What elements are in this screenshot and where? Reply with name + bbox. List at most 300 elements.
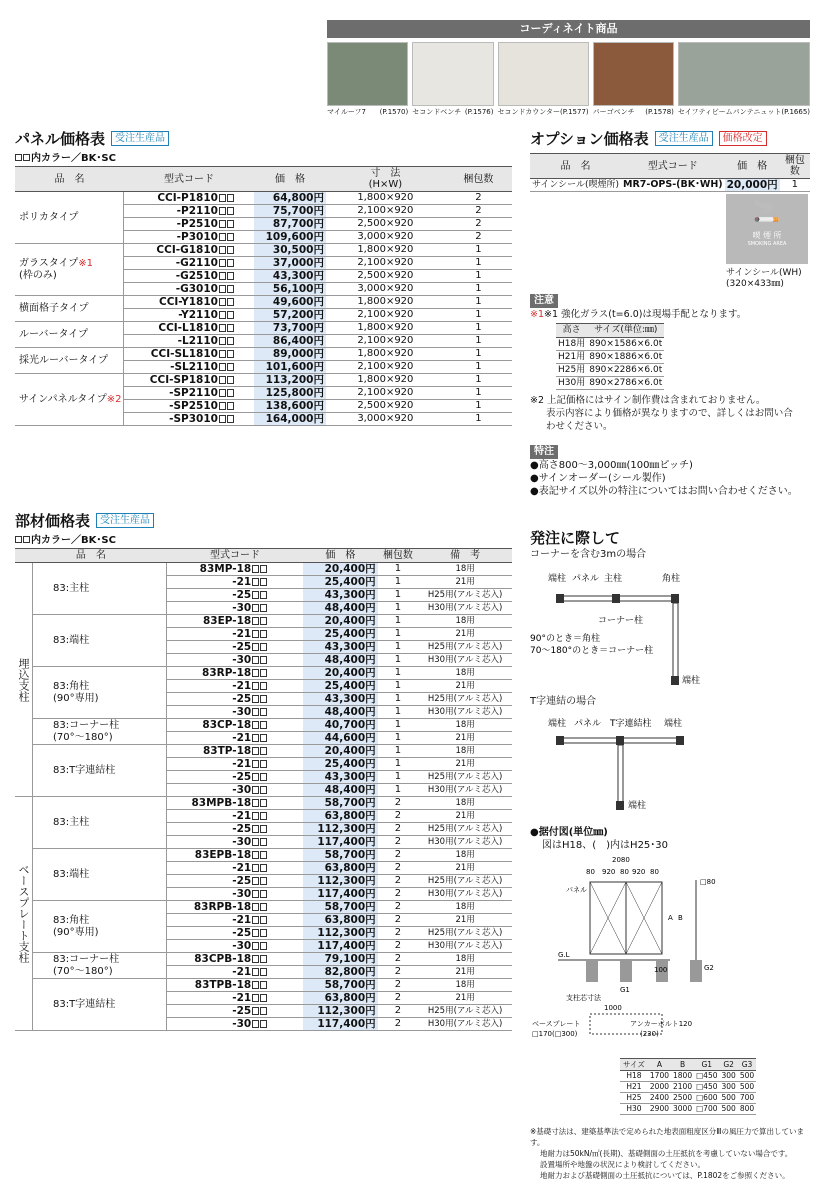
install-section	[530, 826, 810, 1180]
pack-count: 2	[378, 966, 419, 979]
model-code: -G2510	[124, 270, 254, 283]
pack-count: 2	[378, 914, 419, 927]
pack-count: 1	[445, 270, 512, 283]
parts-badge: 受注生産品	[96, 513, 154, 528]
col-name: 品 名	[530, 154, 621, 179]
remarks: H25用(アルミ芯入)	[418, 693, 512, 706]
part-code: 83CP-18	[167, 719, 303, 732]
pack-count: 2	[378, 797, 419, 810]
pack-count: 1	[378, 771, 419, 784]
price: 43,300円	[303, 641, 377, 654]
model-code: CCI-Y1810	[124, 296, 254, 309]
label-end: 端柱	[548, 574, 567, 584]
pack-count: 2	[378, 992, 419, 1005]
part-code: 83EP-18	[167, 615, 303, 628]
table-row	[15, 374, 512, 387]
remarks: H30用(アルミ芯入)	[418, 706, 512, 719]
part-code: -25	[167, 875, 303, 888]
pack-count: 1	[445, 322, 512, 335]
price: 86,400円	[254, 335, 326, 348]
part-code: 83TPB-18	[167, 979, 303, 992]
product-name: 横面格子タイプ	[15, 296, 124, 322]
part-name: 83:コーナー柱 (70°～180°)	[33, 719, 167, 745]
pack-count: 1	[445, 283, 512, 296]
dimension: 2,100×920	[326, 205, 445, 218]
pack-count: 2	[378, 1018, 419, 1031]
pack-count: 2	[378, 1005, 419, 1018]
end-post	[556, 594, 564, 603]
pack-count: 1	[378, 563, 419, 576]
remarks: H25用(アルミ芯入)	[418, 589, 512, 602]
price: 79,100円	[303, 953, 377, 966]
col-price: 価 格	[725, 154, 780, 179]
dimension: 1,800×920	[326, 244, 445, 257]
coordinate-item	[327, 42, 408, 120]
spec-item: ●表記サイズ以外の特注についてはお問い合わせください。	[530, 486, 798, 497]
part-code: -25	[167, 641, 303, 654]
install-row: H18 1700 1800 □450 300 500	[620, 1071, 756, 1082]
price: 48,400円	[303, 602, 377, 615]
part-code: 83MP-18	[167, 563, 303, 576]
pack-count: 1	[445, 400, 512, 413]
remarks: 18用	[418, 797, 512, 810]
price: 73,700円	[254, 322, 326, 335]
table-row	[15, 979, 512, 992]
price: 43,300円	[303, 771, 377, 784]
parts-col-header: 価 格	[303, 549, 377, 563]
remarks: 18用	[418, 953, 512, 966]
price: 75,700円	[254, 205, 326, 218]
glass-col-height: 高さ	[556, 324, 587, 338]
product-name: 採光ルーバータイプ	[15, 348, 124, 374]
panel-col-header: 品 名	[15, 167, 124, 192]
coordinate-caption: マイルーフ7 (P.1570)	[327, 108, 409, 116]
model-code: CCI-SP1810	[124, 374, 254, 387]
dimension: 3,000×920	[326, 413, 445, 426]
part-code: -25	[167, 927, 303, 940]
model-code: -L2110	[124, 335, 254, 348]
part-code: -30	[167, 888, 303, 901]
part-code: -30	[167, 784, 303, 797]
dimension: 1,800×920	[326, 348, 445, 361]
svg-text:80: 80	[650, 868, 659, 876]
table-row	[15, 901, 512, 914]
part-name: 83:T字連結柱	[33, 745, 167, 797]
part-code: 83TP-18	[167, 745, 303, 758]
sign-caption: サインシール(WH) (320×433㎜)	[726, 268, 802, 289]
pack-count: 1	[445, 348, 512, 361]
price: 30,500円	[254, 244, 326, 257]
part-code: -25	[167, 823, 303, 836]
coordinate-caption: セコンドベンチ (P.1576)	[412, 108, 494, 116]
install-footnote: 地耐力および基礎側面の土圧抵抗については、P.1802をご参照ください。	[540, 1171, 790, 1180]
price: 113,200円	[254, 374, 326, 387]
coordinate-item	[593, 42, 674, 120]
install-footnote: ※基礎寸法は、建築基準法で定められた地表面粗度区分Ⅲの風圧力で算出しています。	[530, 1127, 804, 1147]
t-label-t: T字連結柱	[610, 719, 652, 729]
case1-label: コーナーを含む3mの場合	[530, 549, 647, 560]
part-name: 83:端柱	[33, 615, 167, 667]
part-code: -21	[167, 810, 303, 823]
model-code: -G3010	[124, 283, 254, 296]
order-section	[530, 527, 810, 822]
pack-count: 1	[445, 309, 512, 322]
price: 82,800円	[303, 966, 377, 979]
part-code: -21	[167, 862, 303, 875]
svg-text:B: B	[678, 914, 683, 922]
price-revision-badge: 価格改定	[719, 131, 767, 146]
table-row	[15, 797, 512, 810]
panel-section	[15, 128, 512, 426]
part-code: -21	[167, 628, 303, 641]
price: 117,400円	[303, 1018, 377, 1031]
coordinate-thumbnails	[327, 42, 810, 120]
remarks: H25用(アルミ芯入)	[418, 641, 512, 654]
part-name: 83:角柱 (90°専用)	[33, 667, 167, 719]
col-code: 型式コード	[621, 154, 725, 179]
pack-count: 2	[445, 192, 512, 205]
dimension: 3,000×920	[326, 231, 445, 244]
angle-note-2: 70～180°のとき＝コーナー柱	[530, 646, 654, 656]
price: 20,400円	[303, 615, 377, 628]
part-code: -21	[167, 732, 303, 745]
pack-count: 1	[378, 602, 419, 615]
glass-size-table	[556, 323, 664, 390]
svg-text:支柱芯寸法: 支柱芯寸法	[566, 994, 601, 1002]
pack-count: 1	[378, 719, 419, 732]
coordinate-item	[498, 42, 589, 120]
price: 56,100円	[254, 283, 326, 296]
price: 20,400円	[303, 563, 377, 576]
svg-text:920: 920	[632, 868, 646, 876]
part-name: 83:T字連結柱	[33, 979, 167, 1031]
remarks: H30用(アルミ芯入)	[418, 784, 512, 797]
price: 48,400円	[303, 784, 377, 797]
part-code: -21	[167, 576, 303, 589]
install-footnotes	[530, 1126, 810, 1181]
price: 63,800円	[303, 810, 377, 823]
svg-text:ベースプレート: ベースプレート	[532, 1020, 581, 1028]
remarks: 21用	[418, 680, 512, 693]
part-code: -30	[167, 836, 303, 849]
pack-count: 1	[378, 628, 419, 641]
part-name: 83:主柱	[33, 797, 167, 849]
pack-count: 2	[378, 888, 419, 901]
price: 164,000円	[254, 413, 326, 426]
parts-col-name: 品 名	[15, 549, 167, 563]
price: 117,400円	[303, 836, 377, 849]
model-code: CCI-SL1810	[124, 348, 254, 361]
section-label: ベースプレート支柱	[15, 797, 33, 1031]
col-pack: 梱包数	[780, 154, 810, 179]
price: 43,300円	[303, 589, 377, 602]
angle-note-1: 90°のとき＝角柱	[530, 634, 600, 644]
pack-count: 1	[378, 784, 419, 797]
price: 64,800円	[254, 192, 326, 205]
model-code: -SP2510	[124, 400, 254, 413]
svg-text:(230): (230)	[640, 1030, 659, 1038]
remarks: H30用(アルミ芯入)	[418, 940, 512, 953]
price: 117,400円	[303, 888, 377, 901]
price: 58,700円	[303, 979, 377, 992]
pack-count: 2	[445, 218, 512, 231]
part-code: -30	[167, 706, 303, 719]
model-code: -G2110	[124, 257, 254, 270]
coordinate-photo	[678, 42, 810, 106]
smoking-icon: 🚬	[753, 199, 781, 224]
product-name: ガラスタイプ※1 (枠のみ)	[15, 244, 124, 296]
remarks: 21用	[418, 914, 512, 927]
pack-count: 1	[378, 680, 419, 693]
panel-col-header: 価 格	[254, 167, 326, 192]
t-label-end: 端柱	[548, 719, 567, 729]
made-to-order-badge: 受注生産品	[111, 131, 169, 146]
pack-count: 2	[378, 823, 419, 836]
section-label: 埋込支柱	[15, 563, 33, 797]
pack-count: 1	[445, 244, 512, 257]
option-title: オプション価格表 受注生産品 価格改定	[530, 128, 810, 149]
svg-text:80: 80	[586, 868, 595, 876]
model-code: -Y2110	[124, 309, 254, 322]
pack-count: 1	[445, 387, 512, 400]
table-row	[15, 849, 512, 862]
part-code: -30	[167, 940, 303, 953]
option-name: サインシール(喫煙所)	[532, 180, 619, 190]
part-code: -21	[167, 914, 303, 927]
remarks: 21用	[418, 862, 512, 875]
table-row	[15, 563, 512, 576]
pack-count: 1	[378, 576, 419, 589]
glass-col-size: サイズ(単位:㎜)	[587, 324, 664, 338]
dimension: 1,800×920	[326, 374, 445, 387]
pack-count: 1	[378, 745, 419, 758]
model-code: -P2110	[124, 205, 254, 218]
svg-text:A: A	[668, 914, 673, 922]
pack-count: 1	[378, 589, 419, 602]
pack-count: 1	[445, 335, 512, 348]
install-sub: 図はH18、( )内はH25･30	[542, 840, 669, 851]
price: 44,600円	[303, 732, 377, 745]
remarks: 18用	[418, 901, 512, 914]
price: 48,400円	[303, 654, 377, 667]
coordinate-photo	[412, 42, 493, 106]
coordinate-caption: セイフティビームパンテニュット (P.1665)	[677, 108, 811, 116]
part-code: -21	[167, 992, 303, 1005]
sign-sticker-image	[726, 194, 808, 264]
model-code: -SP2110	[124, 387, 254, 400]
price: 40,700円	[303, 719, 377, 732]
dimension: 2,100×920	[326, 257, 445, 270]
table-row	[15, 296, 512, 309]
dimension: 2,500×920	[326, 218, 445, 231]
dimension: 1,800×920	[326, 322, 445, 335]
pack-count: 2	[378, 836, 419, 849]
remarks: 21用	[418, 966, 512, 979]
remarks: 18用	[418, 979, 512, 992]
t-label-panel: パネル	[574, 719, 602, 729]
pack-count: 2	[378, 862, 419, 875]
remarks: H25用(アルミ芯入)	[418, 771, 512, 784]
coordinate-item	[412, 42, 493, 120]
price: 112,300円	[303, 823, 377, 836]
price: 101,600円	[254, 361, 326, 374]
model-code: CCI-G1810	[124, 244, 254, 257]
pack-count: 1	[378, 615, 419, 628]
pack-count: 2	[378, 901, 419, 914]
part-code: -30	[167, 1018, 303, 1031]
table-row	[15, 745, 512, 758]
install-footnote: 設置場所や地盤の状況により検討してください。	[540, 1160, 705, 1169]
svg-text:2080: 2080	[612, 856, 630, 864]
part-code: 83CPB-18	[167, 953, 303, 966]
dimension: 2,100×920	[326, 387, 445, 400]
table-row	[15, 322, 512, 335]
remarks: H25用(アルミ芯入)	[418, 927, 512, 940]
remarks: 21用	[418, 732, 512, 745]
model-code: CCI-L1810	[124, 322, 254, 335]
pack-count: 2	[378, 810, 419, 823]
remarks: H25用(アルミ芯入)	[418, 875, 512, 888]
dimension: 2,100×920	[326, 309, 445, 322]
option-table	[530, 153, 810, 192]
remarks: 21用	[418, 810, 512, 823]
sign-text: 喫 煙 所	[752, 231, 782, 240]
product-name: ルーバータイプ	[15, 322, 124, 348]
svg-text:アンカーボルト120: アンカーボルト120	[630, 1020, 693, 1028]
panel-col-dim: 寸 法 (H×W)	[326, 167, 445, 192]
note-1: ※1 強化ガラス(t=6.0)は現場手配となります。	[544, 309, 747, 320]
pack-count: 1	[378, 732, 419, 745]
glass-row: H18用 890×1586×6.0t	[558, 339, 663, 349]
spec-item: ●サインオーダー(シール製作)	[530, 473, 666, 484]
model-code: -P3010	[124, 231, 254, 244]
main-post	[612, 594, 620, 603]
part-code: -21	[167, 758, 303, 771]
svg-text:□80: □80	[700, 878, 716, 886]
remarks: 18用	[418, 719, 512, 732]
option-pack: 1	[780, 179, 810, 192]
price: 25,400円	[303, 680, 377, 693]
coordinate-photo	[327, 42, 408, 106]
table-row	[15, 244, 512, 257]
install-row: H25 2400 2500 □600 500 700	[620, 1093, 756, 1104]
price: 37,000円	[254, 257, 326, 270]
price: 25,400円	[303, 758, 377, 771]
price: 87,700円	[254, 218, 326, 231]
table-row	[15, 953, 512, 966]
dimension: 1,800×920	[326, 192, 445, 205]
pack-count: 1	[445, 257, 512, 270]
pack-count: 2	[445, 231, 512, 244]
table-row	[15, 719, 512, 732]
pack-count: 1	[378, 667, 419, 680]
pack-count: 1	[378, 641, 419, 654]
pack-count: 2	[445, 205, 512, 218]
spec-heading: 特注	[530, 445, 558, 459]
model-code: -SP3010	[124, 413, 254, 426]
table-row	[15, 667, 512, 680]
t-label-end-b: 端柱	[664, 719, 683, 729]
coordinate-photo	[593, 42, 674, 106]
svg-text:100: 100	[654, 966, 668, 974]
price: 57,200円	[254, 309, 326, 322]
option-price: 20,000円	[726, 179, 778, 191]
label-corner: コーナー柱	[598, 616, 644, 626]
table-row	[15, 192, 512, 205]
coordinate-caption: パーゴベンチ (P.1578)	[592, 108, 674, 116]
part-name: 83:主柱	[33, 563, 167, 615]
label-corner-post: 角柱	[662, 574, 681, 584]
spec-item: ●高さ800～3,000㎜(100㎜ピッチ)	[530, 460, 693, 471]
pack-count: 1	[445, 413, 512, 426]
price: 112,300円	[303, 927, 377, 940]
dimension: 1,800×920	[326, 296, 445, 309]
pack-count: 2	[378, 979, 419, 992]
price: 43,300円	[254, 270, 326, 283]
parts-col-header: 型式コード	[167, 549, 303, 563]
panel-color-note: 内カラー／BK･SC	[15, 149, 512, 164]
part-name: 83:コーナー柱 (70°～180°)	[33, 953, 167, 979]
svg-text:□170(□300): □170(□300)	[532, 1030, 578, 1038]
price: 112,300円	[303, 1005, 377, 1018]
label-panel: パネル	[572, 574, 600, 584]
notes-heading: 注意	[530, 294, 558, 308]
model-code: -P2510	[124, 218, 254, 231]
remarks: H30用(アルミ芯入)	[418, 654, 512, 667]
corner-post	[671, 594, 679, 603]
install-diagram	[530, 852, 810, 1042]
price: 138,600円	[254, 400, 326, 413]
price: 25,400円	[303, 576, 377, 589]
svg-text:パネル: パネル	[566, 886, 587, 894]
option-section	[530, 128, 810, 289]
remarks: 21用	[418, 628, 512, 641]
pack-count: 2	[378, 940, 419, 953]
price: 117,400円	[303, 940, 377, 953]
install-title: ●据付図(単位㎜)	[530, 827, 608, 838]
notes-section: 注意 ※1※1 強化ガラス(t=6.0)は現場手配となります。 高さ サイズ(単位:㎜) H18用 890×1586×6.0t H21用 890×1886×6.0t H25用 890×2286×6.0t H30用 890×2786×6.0t ※2 上記価格にはサイン制作費は含まれておりません。 表示内容により価格が異なりますので、詳しくはお問い合 わせください。 特注 ●高さ800～3,000㎜(100㎜ピッチ) ●サインオーダー(シール製作) ●表記サイズ以外の特注についてはお問い合わせください。	[530, 288, 810, 498]
part-name: 83:端柱	[33, 849, 167, 901]
price: 20,400円	[303, 667, 377, 680]
svg-text:920: 920	[602, 868, 616, 876]
pack-count: 2	[378, 849, 419, 862]
remarks: 18用	[418, 615, 512, 628]
panel-col-header: 型式コード	[124, 167, 254, 192]
remarks: 18用	[418, 563, 512, 576]
dimension: 3,000×920	[326, 283, 445, 296]
price: 43,300円	[303, 693, 377, 706]
pack-count: 1	[445, 361, 512, 374]
dimension: 2,100×920	[326, 361, 445, 374]
panel-price-table	[15, 166, 512, 426]
install-row: H30 2900 3000 □700 500 800	[620, 1104, 756, 1115]
price: 112,300円	[303, 875, 377, 888]
part-code: -30	[167, 602, 303, 615]
label-main: 主柱	[604, 574, 623, 584]
model-code: CCI-P1810	[124, 192, 254, 205]
svg-text:G1: G1	[620, 986, 630, 994]
remarks: 18用	[418, 745, 512, 758]
panel-col-pack: 梱包数	[445, 167, 512, 192]
option-code: MR7-OPS-(BK･WH)	[623, 179, 723, 190]
svg-text:80: 80	[620, 868, 629, 876]
pack-count: 2	[378, 875, 419, 888]
price: 109,600円	[254, 231, 326, 244]
part-code: -25	[167, 1005, 303, 1018]
remarks: H30用(アルミ芯入)	[418, 888, 512, 901]
part-code: -25	[167, 589, 303, 602]
option-badge: 受注生産品	[655, 131, 713, 146]
